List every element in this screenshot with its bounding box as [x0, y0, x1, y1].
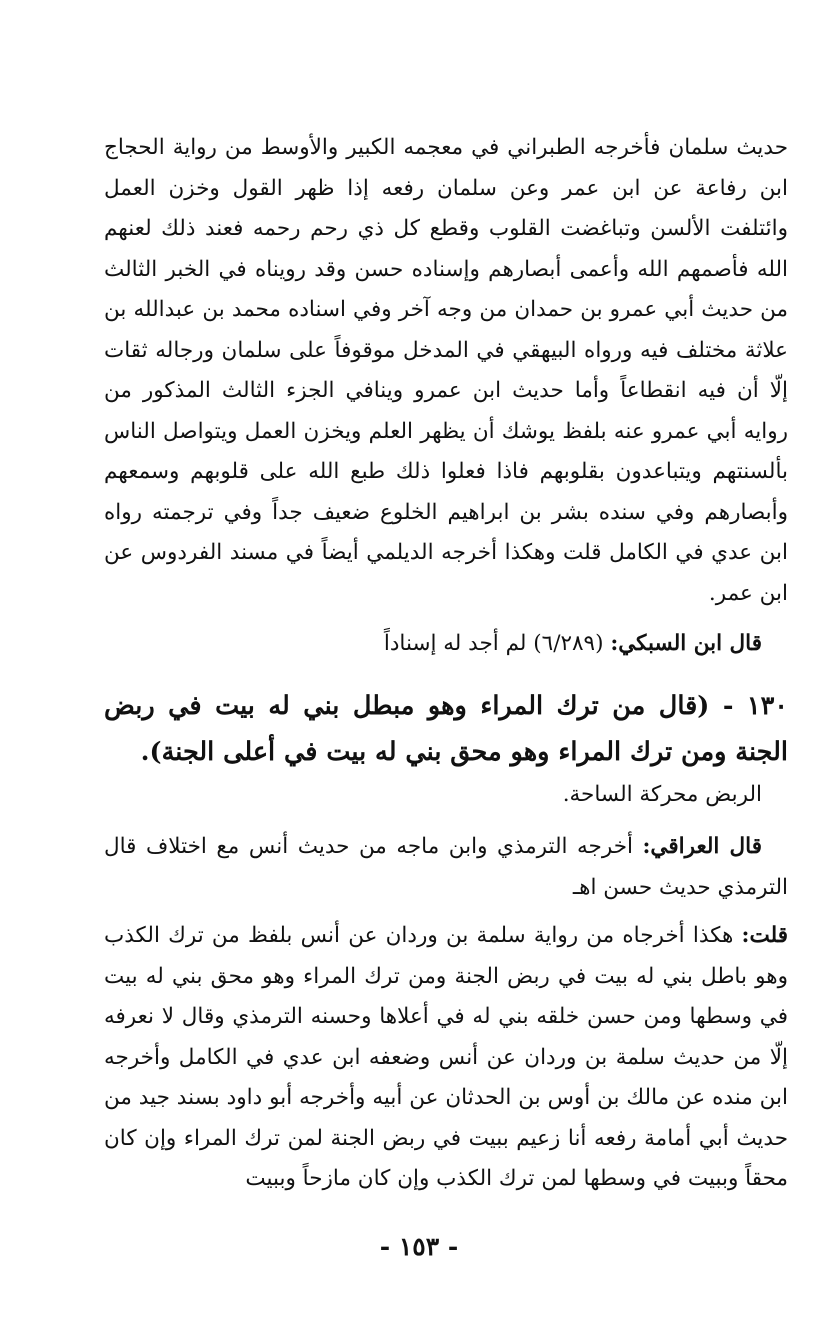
paragraph-subki: [104, 624, 788, 665]
text-ibn-subki: (٦/٢٨٩) لم أجد له إسناداً: [383, 631, 611, 656]
label-qultu: قلت:: [741, 923, 788, 948]
paragraph-qultu: [104, 916, 788, 1200]
hadith-130-heading: ١٣٠ - (قال من ترك المراء وهو مبطل بني له بيت في ربض الجنة ومن ترك المراء وهو محق بني له بيت في أعلى الجنة).: [104, 690, 788, 767]
label-iraqi: قال العراقي:: [642, 834, 762, 859]
gloss-rabad: الربض محركة الساحة.: [562, 781, 762, 807]
body-text: [104, 128, 788, 1200]
paragraph-sulayman-hadith: حديث سلمان فأخرجه الطبراني في معجمه الكبير والأوسط من رواية الحجاج ابن رفاعة عن ابن عمر وعن سلمان رفعه إذا ظهر القول وخزن العمل وائتلفت الألسن وتباغضت القلوب وقطع كل ذي رحم رحمه فعند ذلك لعنهم الله فأصمهم الله وأعمى أبصارهم وإسناده حسن وقد رويناه في الخبر الثالث من حديث أبي عمرو بن حمدان من وجه آخر وفي اسناده محمد بن عبدالله بن علاثة مختلف فيه ورواه البيهقي في المدخل موقوفاً على سلمان ورجاله ثقات إلّا أن فيه انقطاعاً وأما حديث ابن عمرو وينافي الجزء الثالث المذكور من روايه أبي عمرو عنه بلفظ يوشك أن يظهر العلم ويخزن العمل ويتواصل الناس بألسنتهم ويتباعدون بقلوبهم فاذا فعلوا ذلك طبع الله على قلوبهم وسمعهم وأبصارهم وفي سنده بشر بن ابراهيم الخلوع ضعيف جداً وفي ترجمته رواه ابن عدي في الكامل قلت وهكذا أخرجه الديلمي أيضاً في مسند الفردوس عن ابن عمر.: [104, 135, 788, 606]
label-ibn-subki: قال ابن السبكي:: [610, 631, 762, 656]
text-qultu: هكذا أخرجاه من رواية سلمة بن وردان عن أنس بلفظ من ترك الكذب وهو باطل بني له بيت في ربض الجنة ومن ترك المراء وهو محق بني له بيت في وسطها ومن حسن خلقه بني له في أعلاها وحسنه الترمذي وقال لا نعرفه إلّا من حديث سلمة بن وردان عن أنس وضعفه ابن عدي في الكامل وأخرجه ابن منده عن مالك بن أوس بن الحدثان عن أبيه وأخرجه أبو داود بسند جيد من حديث أبي أمامة رفعه أنا زعيم ببيت في ربض الجنة لمن ترك المراء وإن كان محقاً وببيت في وسطها لمن ترك الكذب وإن كان مازحاً وببيت: [104, 923, 788, 1191]
paragraph-iraqi: [104, 827, 788, 908]
text-iraqi: أخرجه الترمذي وابن ماجه من حديث أنس مع اختلاف قال الترمذي حديث حسن اهـ: [104, 834, 788, 900]
page-number: - ١٥٣ -: [379, 1232, 459, 1261]
